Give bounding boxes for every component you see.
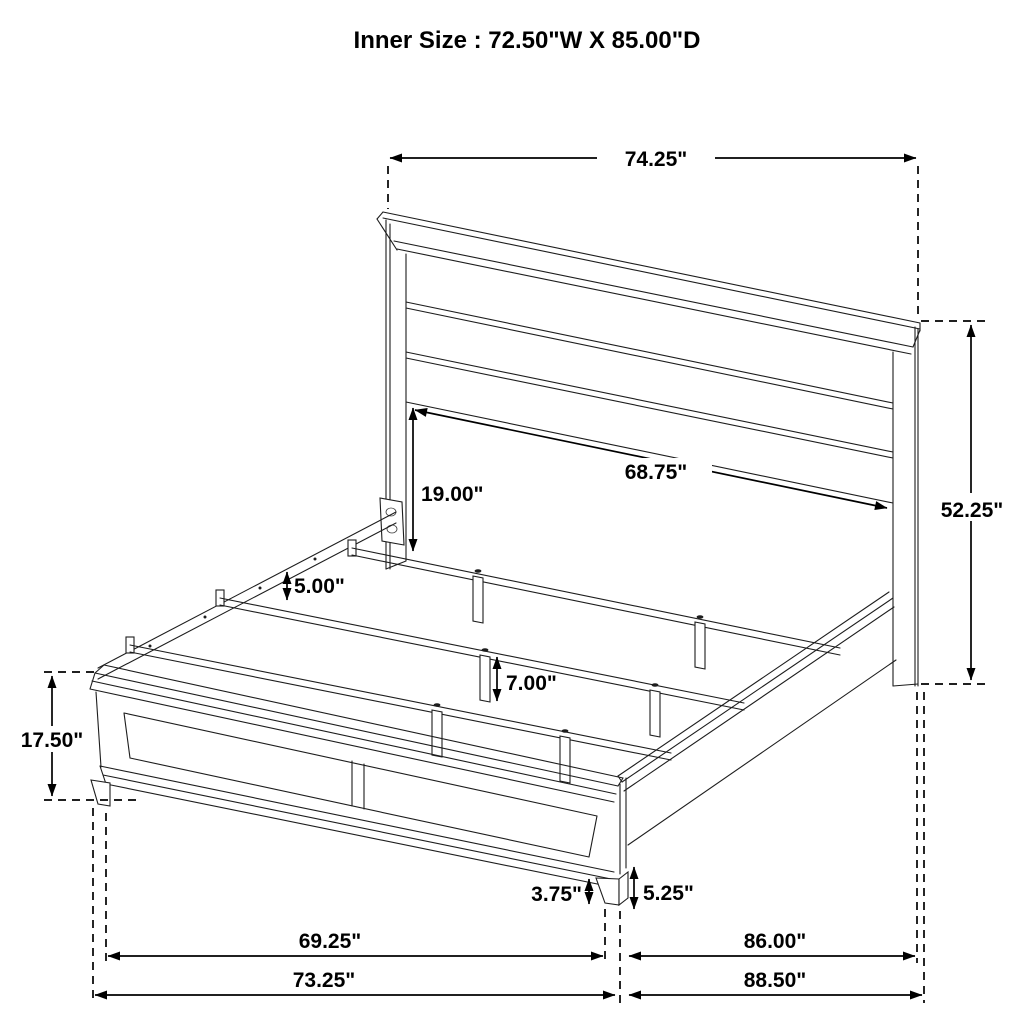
left-side-rail bbox=[98, 512, 396, 679]
dim-label-footboard-leg-height: 3.75" bbox=[531, 883, 582, 906]
dim-label-footboard-feet-span: 69.25" bbox=[298, 930, 362, 953]
dim-label-footboard-height: 17.50" bbox=[20, 729, 84, 752]
dim-footboard-leg-height bbox=[531, 879, 589, 906]
dim-label-rail-corner-leg-height: 5.25" bbox=[643, 882, 694, 905]
dim-side-rail-height bbox=[287, 572, 345, 600]
dim-headboard-height bbox=[921, 321, 1012, 684]
dim-rail-corner-leg-height bbox=[634, 867, 694, 909]
slat-support-legs bbox=[432, 569, 705, 783]
dim-label-footboard-overall-width: 73.25" bbox=[292, 969, 356, 992]
dim-side-rail-span bbox=[629, 930, 915, 956]
dim-label-headboard-panel-to-rail: 19.00" bbox=[421, 483, 484, 506]
dim-footboard-feet-span bbox=[108, 930, 603, 956]
dim-label-headboard-height: 52.25" bbox=[940, 499, 1004, 522]
headboard-mounting-bracket bbox=[380, 498, 404, 545]
dim-headboard-panel-to-rail bbox=[413, 408, 484, 551]
page-title: Inner Size : 72.50"W X 85.00"D bbox=[353, 27, 701, 54]
dim-headboard-inner-width bbox=[415, 410, 887, 508]
dim-footboard-height bbox=[11, 672, 141, 800]
dim-overall-depth bbox=[629, 969, 922, 995]
dim-footboard-overall-width bbox=[95, 969, 615, 995]
dim-label-side-rail-span: 86.00" bbox=[743, 930, 807, 953]
dim-headboard-top-width bbox=[388, 143, 918, 318]
footboard bbox=[90, 665, 623, 888]
dim-label-overall-depth: 88.50" bbox=[743, 969, 807, 992]
dim-label-headboard-inner-width: 68.75" bbox=[624, 461, 688, 484]
headboard bbox=[377, 212, 920, 686]
dim-label-side-rail-height: 5.00" bbox=[294, 575, 345, 598]
dim-label-slat-support-leg-height: 7.00" bbox=[506, 672, 557, 695]
dim-label-headboard-top-width: 74.25" bbox=[624, 148, 688, 171]
